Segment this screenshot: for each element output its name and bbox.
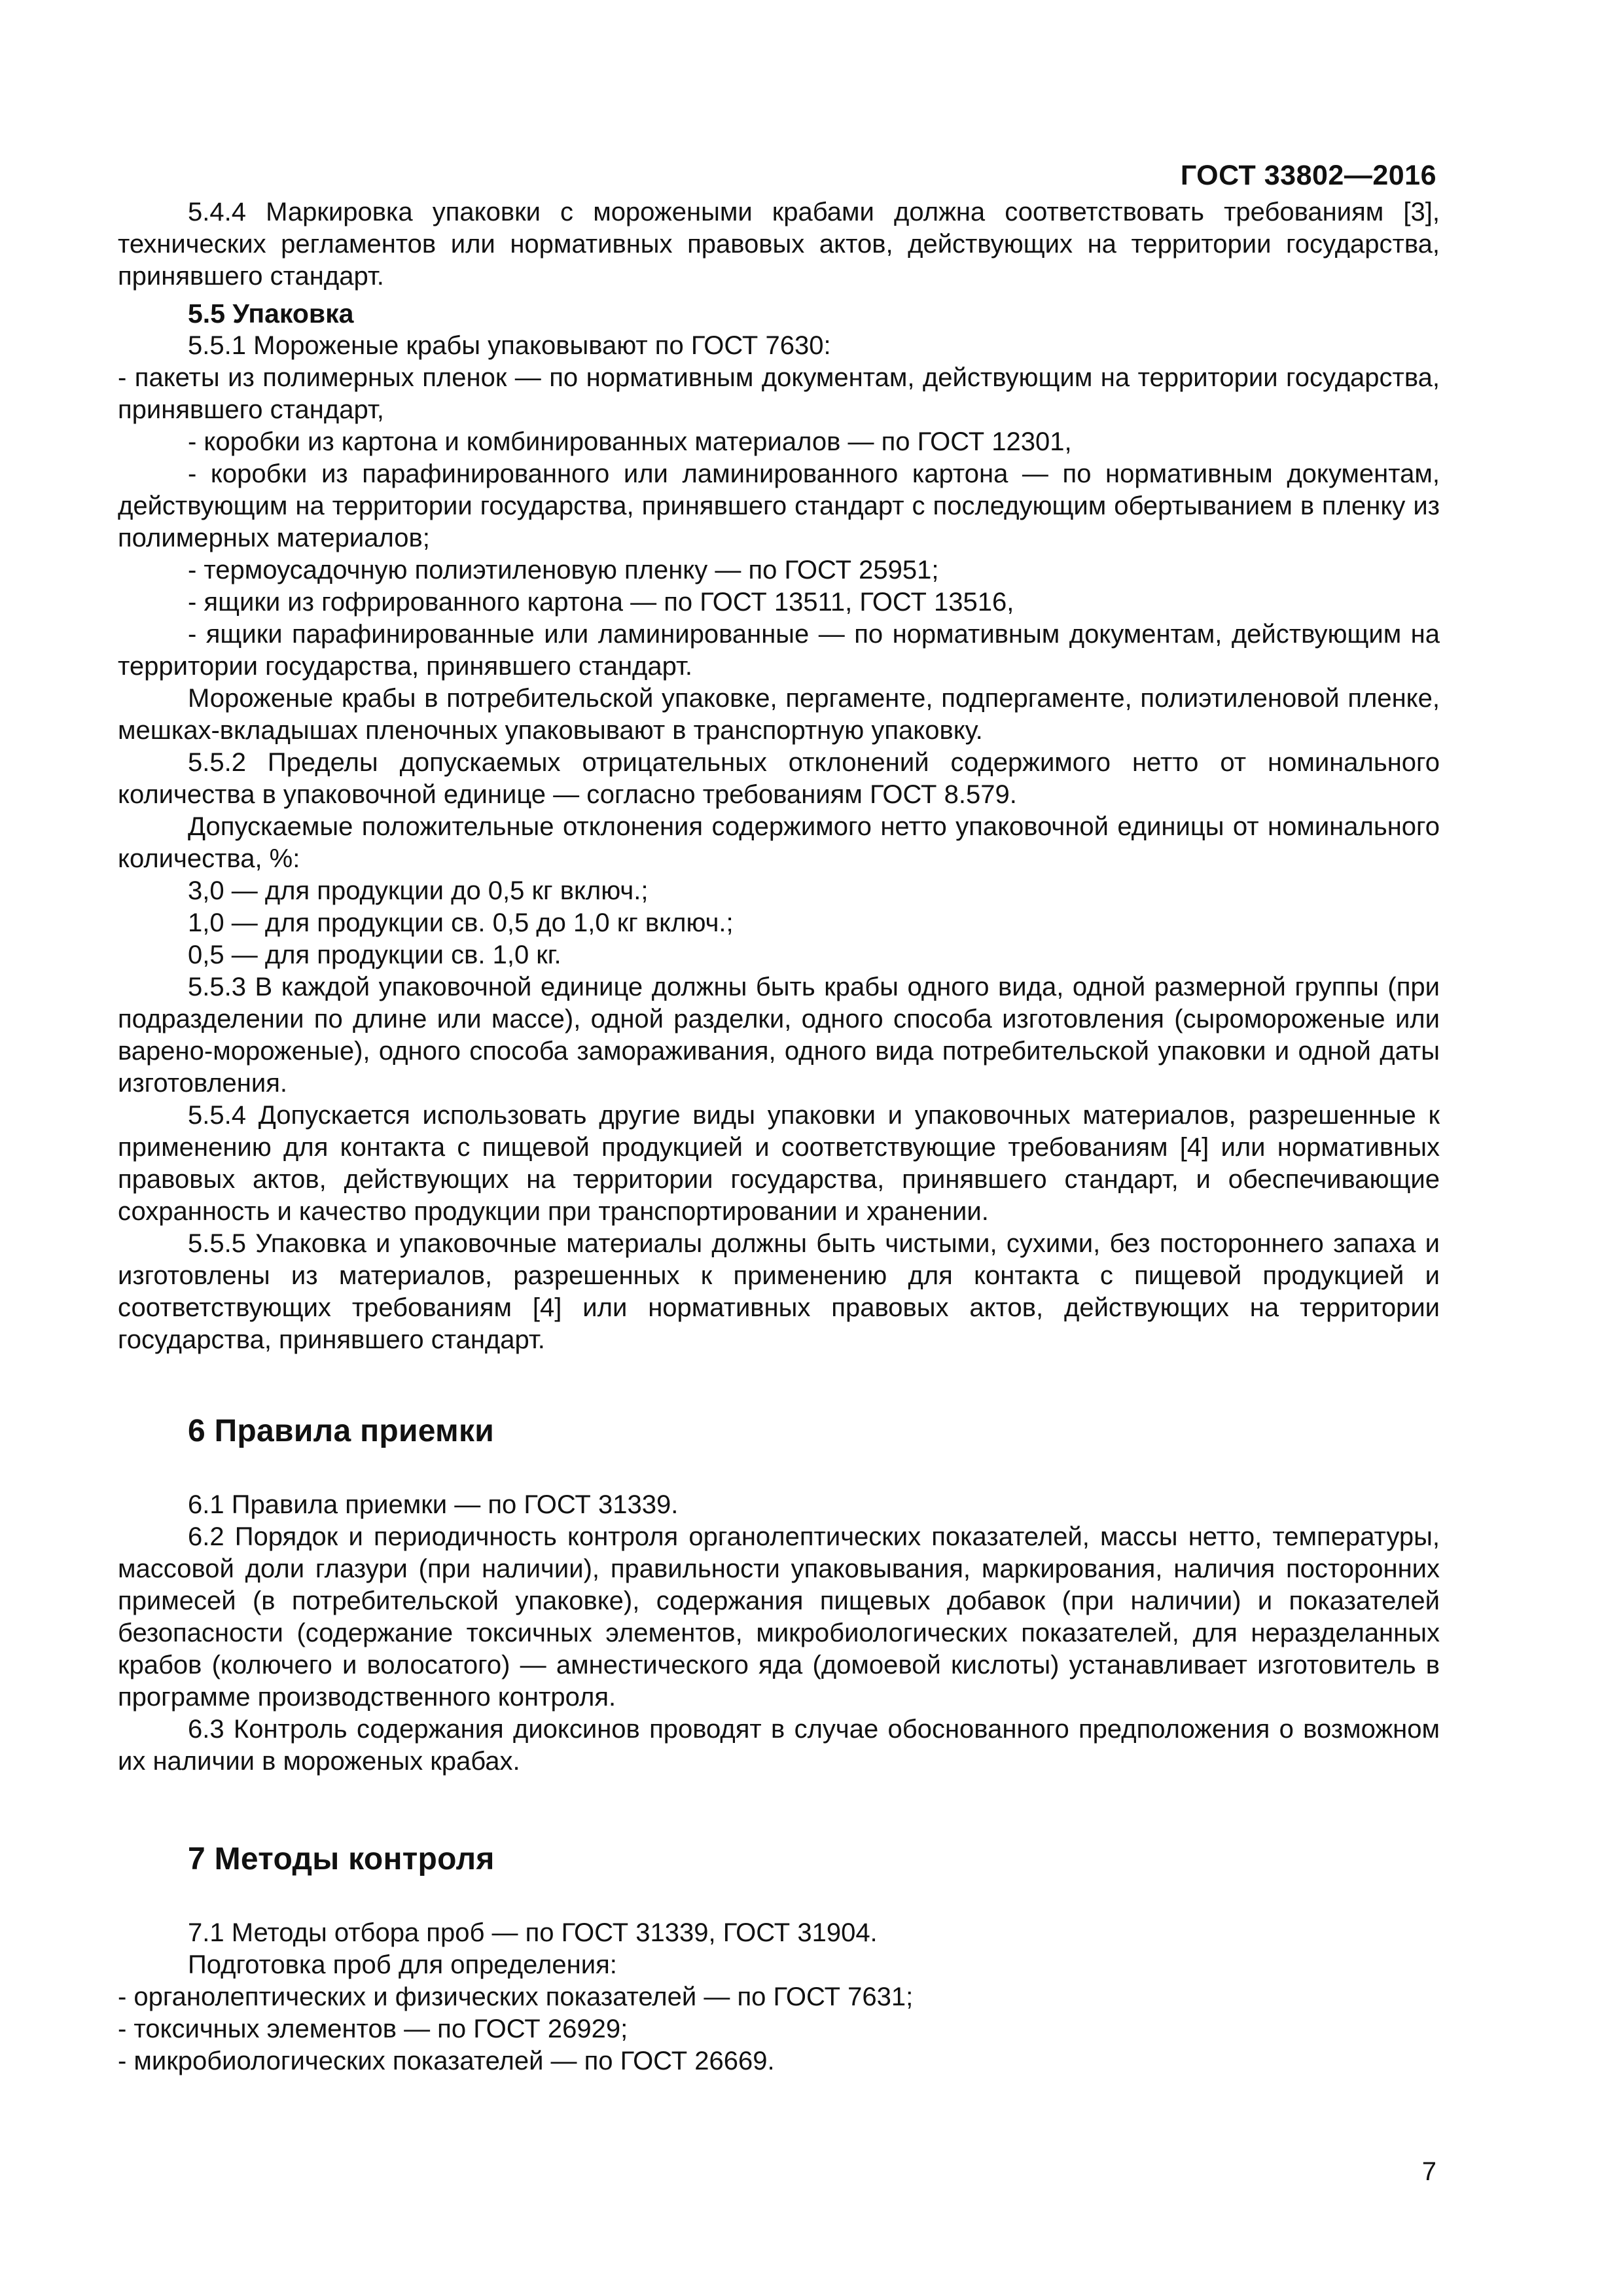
paragraph-5-5-4: 5.5.4 Допускается использовать другие виды упаковки и упаковочных материалов, разрешенные к применению для контакта с пищевой продукцией и соответствующие требованиям [4] или нормативных правовых актов, действующих на территории государства, принявшего стандарт, и обеспечивающие сохранность и качество продукции при транспортировании и хранении. [118,1101,1440,1226]
list-item: - ящики из гофрированного картона — по ГОСТ 13511, ГОСТ 13516, [188,588,1014,617]
deviation-value-line: 3,0 — для продукции до 0,5 кг включ.; [188,876,649,905]
list-item: - коробки из картона и комбинированных материалов — по ГОСТ 12301, [188,427,1072,456]
section-title-6: 6 Правила приемки [188,1414,495,1448]
paragraph-7-1: 7.1 Методы отбора проб — по ГОСТ 31339, ГОСТ 31904. [188,1918,878,1947]
list-item: - токсичных элементов — по ГОСТ 26929; [118,2015,628,2043]
deviation-value-line: 0,5 — для продукции св. 1,0 кг. [188,941,562,969]
page-body [118,196,1440,2077]
paragraph-sample-preparation: Подготовка проб для определения: [188,1950,617,1979]
paragraph-6-2: 6.2 Порядок и периодичность контроля органолептических показателей, массы нетто, температуры, массовой доли глазури (при наличии), правильности упаковывания, маркирования, наличия посторонних примесей (в потребительской упаковке), содержания пищевых добавок (при наличии) и показателей безопасности (содержание токсичных элементов, микробиологических показателей, для неразделанных крабов (колючего и волосатого) — амнестического яда (домоевой кислоты) устанавливает изготовитель в программе производственного контроля. [118,1522,1440,1712]
paragraph-6-1: 6.1 Правила приемки — по ГОСТ 31339. [188,1490,679,1519]
deviation-value-line: 1,0 — для продукции св. 0,5 до 1,0 кг включ.; [188,908,734,937]
list-item: - ящики парафинированные или ламинированные — по нормативным документам, действующим на территории государства, принявшего стандарт. [118,620,1440,681]
paragraph-5-5-2: 5.5.2 Пределы допускаемых отрицательных отклонений содержимого нетто от номинального количества в упаковочной единице — согласно требованиям ГОСТ 8.579. [118,748,1440,809]
paragraph-transport-packing: Мороженые крабы в потребительской упаковке, пергаменте, подпергаменте, полиэтиленовой пленке, мешках-вкладышах пленочных упаковывают в транспортную упаковку. [118,684,1440,745]
paragraph-5-5-3: 5.5.3 В каждой упаковочной единице должны быть крабы одного вида, одной размерной группы (при подразделении по длине или массе), одной разделки, одного способа изготовления (сыромороженые или варено-мороженые), одного способа замораживания, одного вида потребительской упаковки и одной даты изготовления. [118,973,1440,1098]
page-number: 7 [1421,2157,1436,2186]
list-item: - микробиологических показателей — по ГОСТ 26669. [118,2047,775,2075]
list-item: - пакеты из полимерных пленок — по нормативным документам, действующим на территории государства, принявшего стандарт, [118,363,1440,424]
list-item: - коробки из парафинированного или ламинированного картона — по нормативным документам, действующим на территории государства, принявшего стандарт с последующим обертыванием в пленку из полимерных материалов; [118,459,1440,552]
paragraph-6-3: 6.3 Контроль содержания диоксинов проводят в случае обоснованного предположения о возможном их наличии в мороженых крабах. [118,1715,1440,1776]
list-item: - термоусадочную полиэтиленовую пленку — по ГОСТ 25951; [188,556,939,584]
document-number-header: ГОСТ 33802—2016 [1180,160,1436,191]
paragraph-5-5-1: 5.5.1 Мороженые крабы упаковывают по ГОСТ 7630: [188,331,831,360]
section-title-7: 7 Методы контроля [188,1842,495,1876]
paragraph-5-5-5: 5.5.5 Упаковка и упаковочные материалы должны быть чистыми, сухими, без постороннего запаха и изготовлены из материалов, разрешенных к применению для контакта с пищевой продукцией и соответствующих требованиям [4] или нормативных правовых актов, действующих на территории государства, принявшего стандарт. [118,1229,1440,1354]
paragraph-deviations: Допускаемые положительные отклонения содержимого нетто упаковочной единицы от номинального количества, %: [118,812,1440,873]
paragraph-5-4-4: 5.4.4 Маркировка упаковки с морожеными крабами должна соответствовать требованиям [3], технических регламентов или нормативных правовых актов, действующих на территории государства, принявшего стандарт. [118,198,1440,291]
list-item: - органолептических и физических показателей — по ГОСТ 7631; [118,1982,914,2011]
subsection-title-5-5: 5.5 Упаковка [188,298,354,329]
